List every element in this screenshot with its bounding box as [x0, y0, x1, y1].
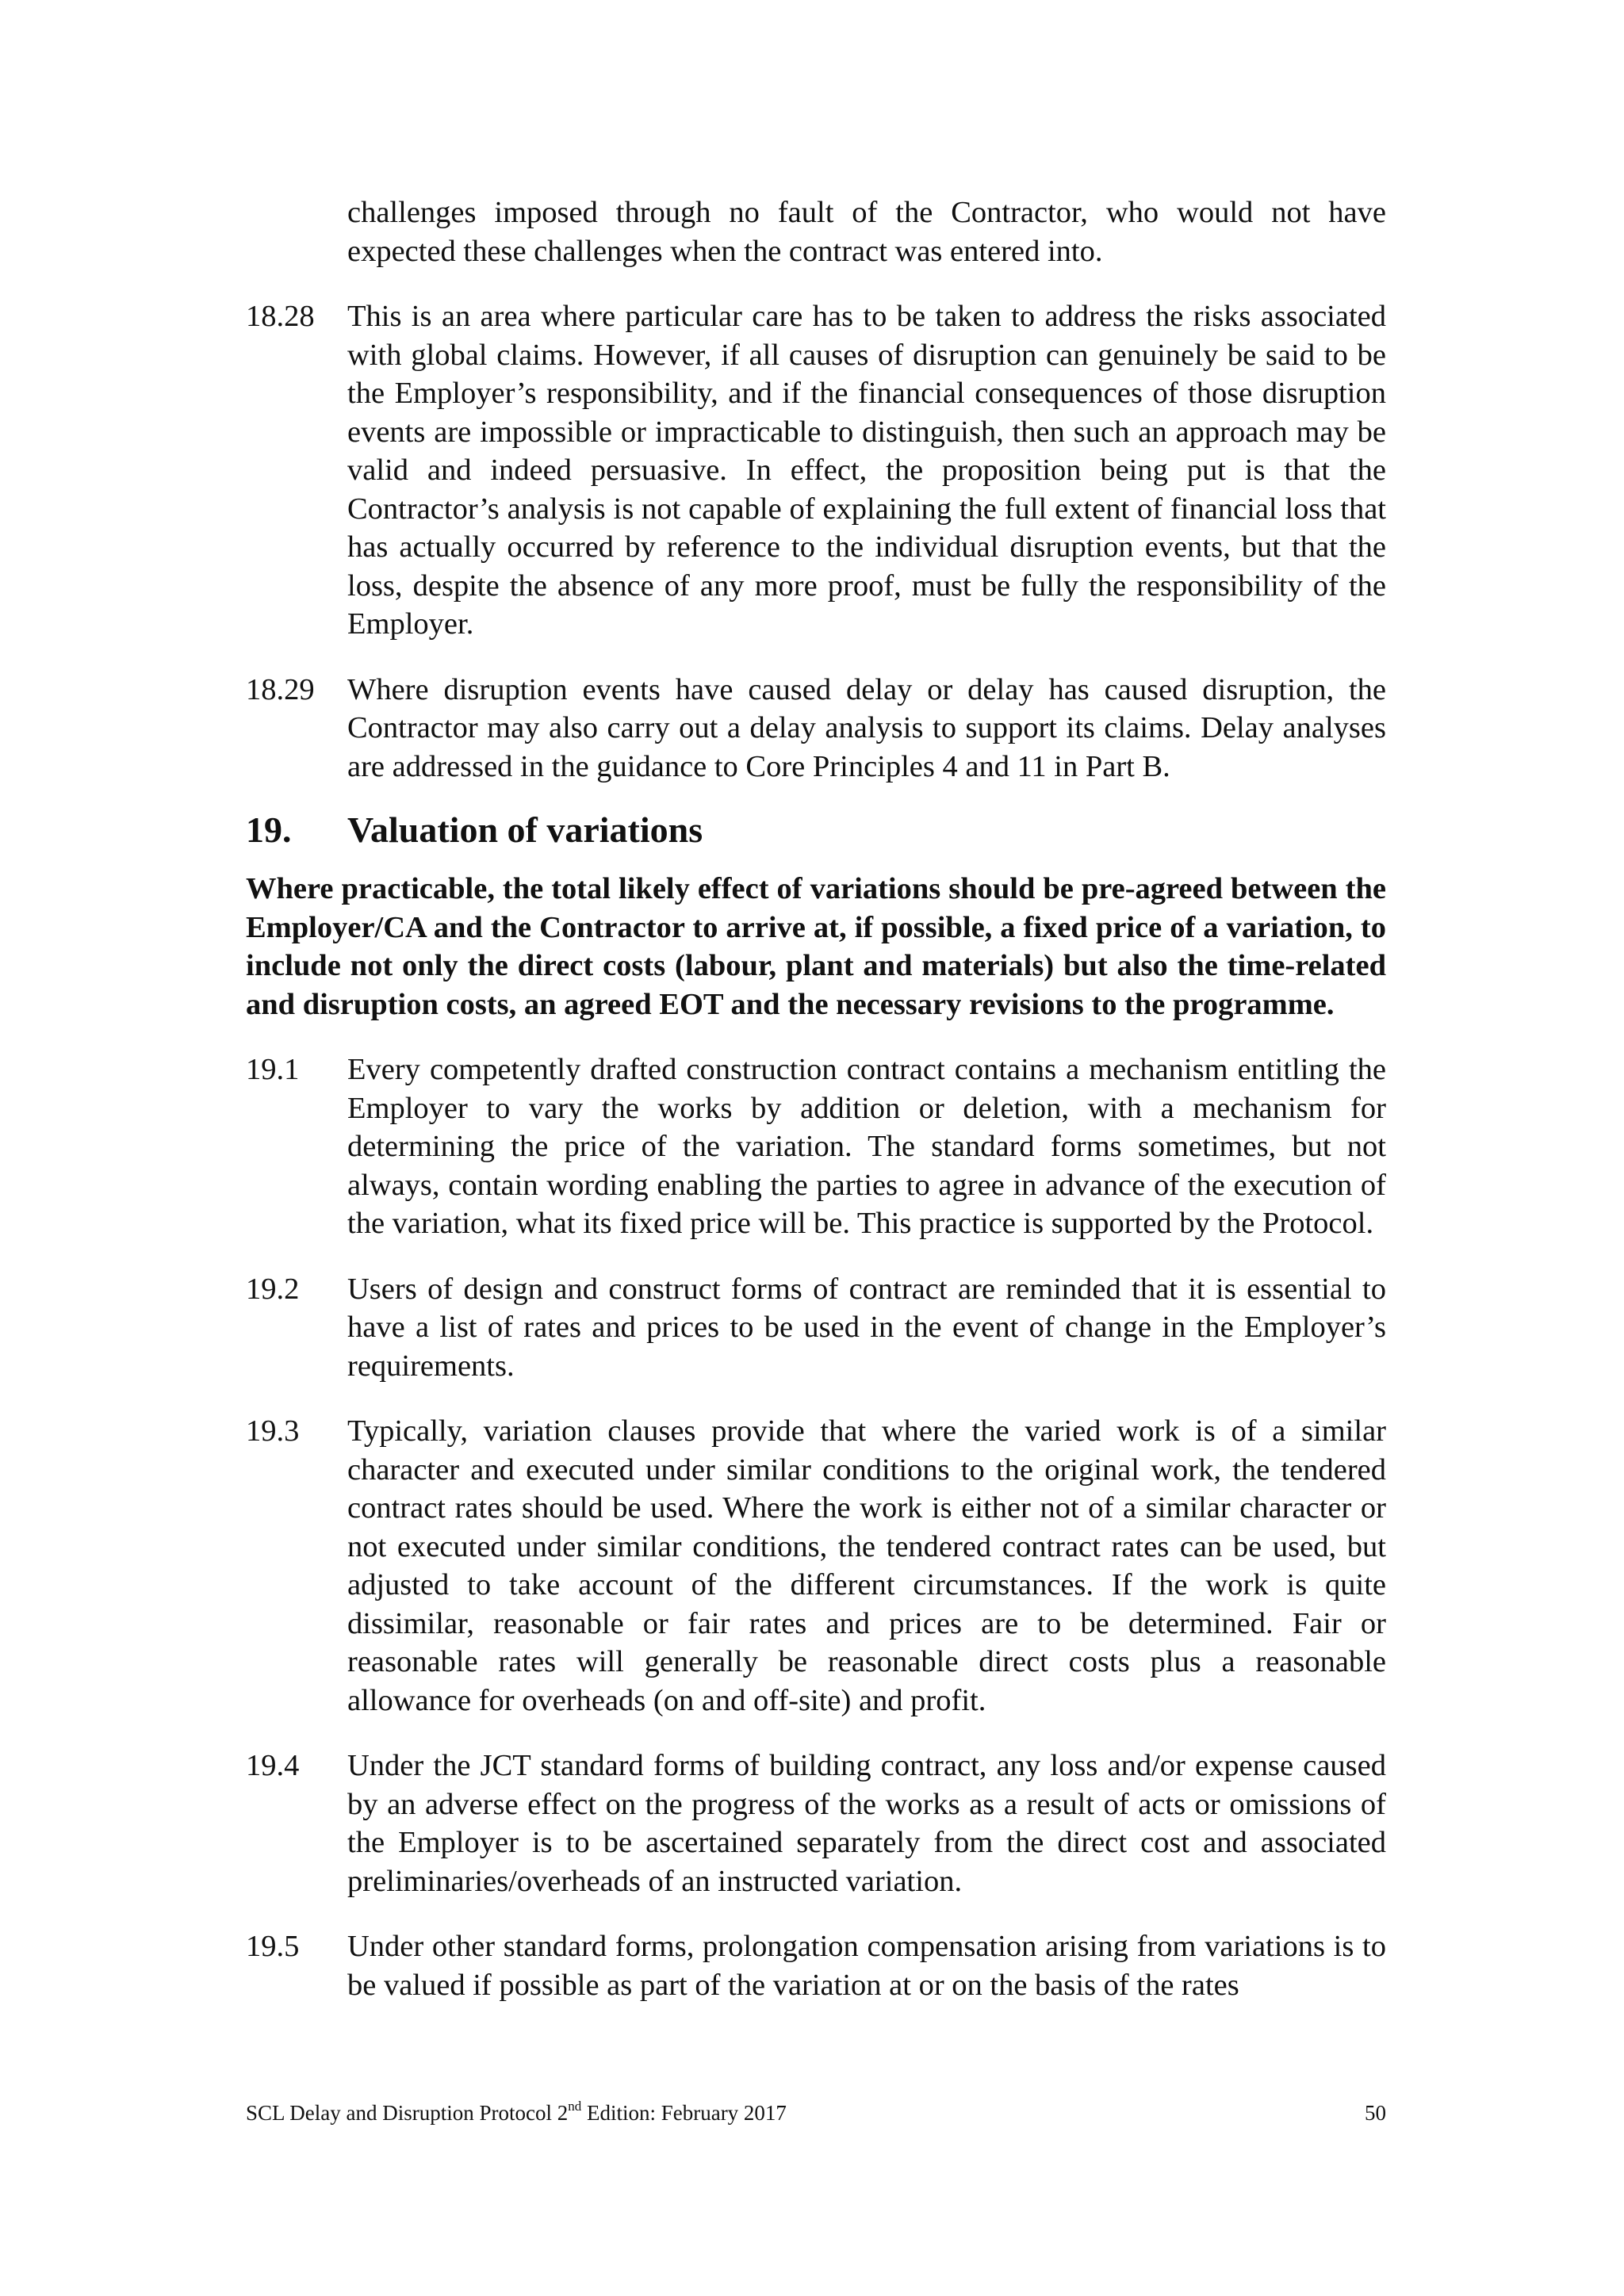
section-number: 19.	[246, 809, 292, 850]
paragraph-18-28	[246, 297, 1386, 644]
paragraph-number: 19.2	[246, 1272, 300, 1306]
paragraph-19-1	[246, 1050, 1386, 1243]
paragraph-text: Where disruption events have caused delay or delay has caused disruption, the Contractor may also carry out a delay analysis to support its claims. Delay analyses are addressed in the guidance to Core Principles 4 and 11 in Part B.	[347, 672, 1386, 783]
paragraph-text: Typically, variation clauses provide that where the varied work is of a similar character and executed under similar conditions to the original work, the tendered contract rates should be used. Where the work is either not of a similar character or not executed under similar conditions, the tendered contract rates can be used, but adjusted to take account of the different circumstances. If the work is quite dissimilar, reasonable or fair rates and prices are to be determined. Fair or reasonable rates will generally be reasonable direct costs plus a reasonable allowance for overheads (on and off-site) and profit.	[347, 1414, 1386, 1717]
section-heading	[246, 808, 1386, 852]
page-content	[246, 193, 1386, 2004]
paragraph-number: 18.28	[246, 300, 315, 333]
paragraph-text: Every competently drafted construction contract contains a mechanism entitling the Employer to vary the works by addition or deletion, with a mechanism for determining the price of the variation. The standard forms sometimes, but not always, contain wording enabling the parties to agree in advance of the execution of the variation, what its fixed price will be. This practice is supported by the Protocol.	[347, 1053, 1386, 1240]
footer-document-title: SCL Delay and Disruption Protocol 2nd Edition: February 2017	[246, 2099, 787, 2125]
paragraph-number: 19.5	[246, 1930, 300, 1963]
paragraph-19-4	[246, 1747, 1386, 1900]
page-number: 50	[1365, 2101, 1386, 2125]
paragraph-text: Under the JCT standard forms of building contract, any loss and/or expense caused by an adverse effect on the progress of the works as a result of acts or omissions of the Employer is to be ascertained separately from the direct cost and associated preliminaries/overheads of an instructed variation.	[347, 1749, 1386, 1898]
section-title: Valuation of variations	[347, 809, 703, 850]
paragraph-number: 19.1	[246, 1053, 300, 1086]
paragraph-19-5	[246, 1927, 1386, 2004]
paragraph-19-2	[246, 1270, 1386, 1386]
paragraph-18-29	[246, 671, 1386, 786]
paragraph-text: Users of design and construct forms of contract are reminded that it is essential to have a list of rates and prices to be used in the event of change in the Employer’s requirements.	[347, 1272, 1386, 1383]
paragraph-text: This is an area where particular care has to be taken to address the risks associated with global claims. However, if all causes of disruption can genuinely be said to be the Employer’s responsibility, and if the financial consequences of those disruption events are impossible or impracticable to distinguish, then such an approach may be valid and indeed persuasive. In effect, the proposition being put is that the Contractor’s analysis is not capable of explaining the full extent of financial loss that has actually occurred by reference to the individual disruption events, but that the loss, despite the absence of any more proof, must be fully the responsibility of the Employer.	[347, 300, 1386, 641]
core-principle-statement: Where practicable, the total likely effect of variations should be pre-agreed between the Employer/CA and the Contractor to arrive at, if possible, a fixed price of a variation, to include not only the direct costs (labour, plant and materials) but also the time-related and disruption costs, an agreed EOT and the necessary revisions to the programme.	[246, 872, 1386, 1021]
paragraph-19-3	[246, 1412, 1386, 1720]
paragraph-number: 19.3	[246, 1414, 300, 1448]
paragraph-number: 19.4	[246, 1749, 300, 1782]
paragraph-number: 18.29	[246, 672, 315, 706]
paragraph-text: Under other standard forms, prolongation compensation arising from variations is to be valued if possible as part of the variation at or on the basis of the rates	[347, 1930, 1386, 2002]
continuation-text: challenges imposed through no fault of the Contractor, who would not have expected these challenges when the contract was entered into.	[347, 196, 1386, 268]
